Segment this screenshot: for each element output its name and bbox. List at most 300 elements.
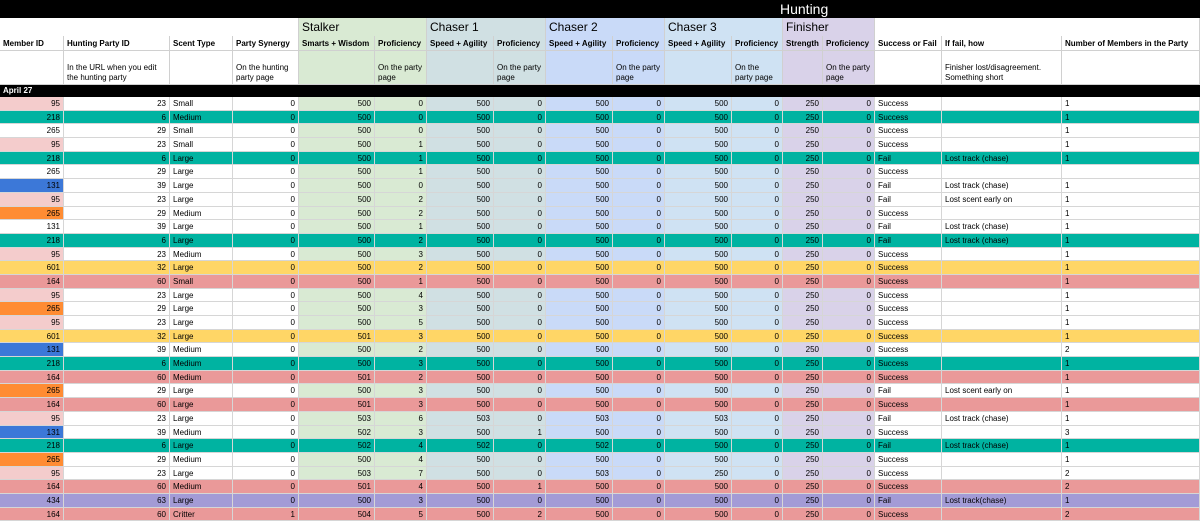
cell-p4[interactable]: 0 bbox=[732, 480, 783, 494]
cell-scent[interactable]: Large bbox=[170, 398, 233, 412]
cell-how[interactable]: Lost track (chase) bbox=[942, 179, 1062, 193]
cell-member[interactable]: 265 bbox=[0, 302, 64, 316]
cell-str[interactable]: 250 bbox=[783, 412, 823, 426]
cell-member[interactable]: 434 bbox=[0, 494, 64, 508]
cell-p2[interactable]: 0 bbox=[494, 111, 546, 125]
cell-party[interactable]: 60 bbox=[64, 480, 170, 494]
cell-p5[interactable]: 0 bbox=[823, 289, 875, 303]
cell-members[interactable]: 1 bbox=[1062, 97, 1200, 111]
cell-result[interactable]: Fail bbox=[875, 412, 942, 426]
cell-s4[interactable]: 500 bbox=[665, 343, 732, 357]
cell-how[interactable] bbox=[942, 330, 1062, 344]
cell-str[interactable]: 250 bbox=[783, 384, 823, 398]
cell-p2[interactable]: 0 bbox=[494, 398, 546, 412]
cell-party[interactable]: 60 bbox=[64, 275, 170, 289]
cell-s1[interactable]: 500 bbox=[299, 453, 375, 467]
cell-s1[interactable]: 500 bbox=[299, 165, 375, 179]
cell-s2[interactable]: 500 bbox=[427, 330, 494, 344]
cell-p2[interactable]: 0 bbox=[494, 152, 546, 166]
cell-str[interactable]: 250 bbox=[783, 357, 823, 371]
cell-synergy[interactable]: 0 bbox=[233, 480, 299, 494]
cell-p3[interactable]: 0 bbox=[613, 261, 665, 275]
cell-s2[interactable]: 500 bbox=[427, 453, 494, 467]
note-member-id[interactable] bbox=[0, 51, 64, 85]
cell-str[interactable]: 250 bbox=[783, 193, 823, 207]
cell-p5[interactable]: 0 bbox=[823, 426, 875, 440]
cell-p3[interactable]: 0 bbox=[613, 234, 665, 248]
cell-s3[interactable]: 500 bbox=[546, 165, 613, 179]
cell-p1[interactable]: 4 bbox=[375, 480, 427, 494]
cell-s4[interactable]: 500 bbox=[665, 426, 732, 440]
cell-members[interactable]: 2 bbox=[1062, 343, 1200, 357]
cell-s4[interactable]: 503 bbox=[665, 412, 732, 426]
cell-s4[interactable]: 500 bbox=[665, 357, 732, 371]
cell-scent[interactable]: Large bbox=[170, 165, 233, 179]
cell-p1[interactable]: 0 bbox=[375, 111, 427, 125]
cell-str[interactable]: 250 bbox=[783, 138, 823, 152]
cell-s4[interactable]: 500 bbox=[665, 371, 732, 385]
cell-synergy[interactable]: 0 bbox=[233, 261, 299, 275]
cell-str[interactable]: 250 bbox=[783, 152, 823, 166]
cell-scent[interactable]: Medium bbox=[170, 248, 233, 262]
cell-s3[interactable]: 500 bbox=[546, 111, 613, 125]
cell-p1[interactable]: 3 bbox=[375, 384, 427, 398]
cell-str[interactable]: 250 bbox=[783, 302, 823, 316]
cell-result[interactable]: Success bbox=[875, 261, 942, 275]
cell-scent[interactable]: Large bbox=[170, 494, 233, 508]
cell-p5[interactable]: 0 bbox=[823, 165, 875, 179]
cell-p1[interactable]: 5 bbox=[375, 508, 427, 522]
cell-p4[interactable]: 0 bbox=[732, 234, 783, 248]
group-chaser-2[interactable]: Chaser 2 bbox=[546, 18, 665, 36]
cell-s1[interactable]: 500 bbox=[299, 138, 375, 152]
note-stalker-smarts[interactable] bbox=[299, 51, 375, 85]
cell-synergy[interactable]: 0 bbox=[233, 275, 299, 289]
header-chaser3-speed[interactable]: Speed + Agility bbox=[665, 36, 732, 51]
note-chaser1-proficiency[interactable]: On the party page bbox=[494, 51, 546, 85]
group-chaser-3[interactable]: Chaser 3 bbox=[665, 18, 783, 36]
header-chaser1-speed[interactable]: Speed + Agility bbox=[427, 36, 494, 51]
cell-s3[interactable]: 500 bbox=[546, 357, 613, 371]
cell-s4[interactable]: 500 bbox=[665, 261, 732, 275]
cell-s2[interactable]: 500 bbox=[427, 480, 494, 494]
cell-p2[interactable]: 0 bbox=[494, 384, 546, 398]
cell-p3[interactable]: 0 bbox=[613, 302, 665, 316]
cell-p3[interactable]: 0 bbox=[613, 494, 665, 508]
cell-party[interactable]: 32 bbox=[64, 261, 170, 275]
cell-member[interactable]: 265 bbox=[0, 124, 64, 138]
cell-s2[interactable]: 502 bbox=[427, 439, 494, 453]
cell-members[interactable]: 1 bbox=[1062, 412, 1200, 426]
cell-p2[interactable]: 0 bbox=[494, 330, 546, 344]
cell-p2[interactable]: 0 bbox=[494, 412, 546, 426]
cell-p4[interactable]: 0 bbox=[732, 302, 783, 316]
cell-s2[interactable]: 500 bbox=[427, 302, 494, 316]
cell-scent[interactable]: Large bbox=[170, 193, 233, 207]
cell-p2[interactable]: 0 bbox=[494, 193, 546, 207]
cell-p3[interactable]: 0 bbox=[613, 439, 665, 453]
cell-scent[interactable]: Large bbox=[170, 261, 233, 275]
group-stalker[interactable]: Stalker bbox=[299, 18, 427, 36]
cell-p3[interactable]: 0 bbox=[613, 412, 665, 426]
cell-p5[interactable]: 0 bbox=[823, 97, 875, 111]
cell-s3[interactable]: 500 bbox=[546, 289, 613, 303]
cell-how[interactable] bbox=[942, 316, 1062, 330]
cell-s2[interactable]: 500 bbox=[427, 508, 494, 522]
cell-s1[interactable]: 500 bbox=[299, 357, 375, 371]
cell-s1[interactable]: 503 bbox=[299, 412, 375, 426]
cell-s1[interactable]: 500 bbox=[299, 124, 375, 138]
cell-how[interactable] bbox=[942, 289, 1062, 303]
cell-s4[interactable]: 500 bbox=[665, 494, 732, 508]
cell-how[interactable]: Lost track(chase) bbox=[942, 494, 1062, 508]
group-finisher[interactable]: Finisher bbox=[783, 18, 875, 36]
cell-p2[interactable]: 0 bbox=[494, 494, 546, 508]
header-stalker-smarts[interactable]: Smarts + Wisdom bbox=[299, 36, 375, 51]
cell-member[interactable]: 164 bbox=[0, 371, 64, 385]
cell-how[interactable] bbox=[942, 275, 1062, 289]
cell-result[interactable]: Success bbox=[875, 371, 942, 385]
cell-p3[interactable]: 0 bbox=[613, 275, 665, 289]
cell-p1[interactable]: 1 bbox=[375, 152, 427, 166]
cell-scent[interactable]: Small bbox=[170, 138, 233, 152]
cell-p5[interactable]: 0 bbox=[823, 111, 875, 125]
cell-result[interactable]: Success bbox=[875, 248, 942, 262]
cell-members[interactable]: 1 bbox=[1062, 371, 1200, 385]
cell-party[interactable]: 39 bbox=[64, 426, 170, 440]
cell-p3[interactable]: 0 bbox=[613, 508, 665, 522]
cell-p1[interactable]: 2 bbox=[375, 193, 427, 207]
cell-scent[interactable]: Large bbox=[170, 412, 233, 426]
cell-p3[interactable]: 0 bbox=[613, 138, 665, 152]
cell-how[interactable] bbox=[942, 124, 1062, 138]
cell-members[interactable]: 1 bbox=[1062, 124, 1200, 138]
cell-synergy[interactable]: 1 bbox=[233, 508, 299, 522]
cell-p1[interactable]: 3 bbox=[375, 426, 427, 440]
cell-p1[interactable]: 2 bbox=[375, 343, 427, 357]
cell-s1[interactable]: 500 bbox=[299, 220, 375, 234]
cell-how[interactable]: Lost scent early on bbox=[942, 384, 1062, 398]
cell-str[interactable]: 250 bbox=[783, 343, 823, 357]
cell-s1[interactable]: 500 bbox=[299, 111, 375, 125]
cell-s2[interactable]: 500 bbox=[427, 248, 494, 262]
cell-s4[interactable]: 500 bbox=[665, 97, 732, 111]
cell-members[interactable]: 3 bbox=[1062, 426, 1200, 440]
cell-p2[interactable]: 0 bbox=[494, 439, 546, 453]
cell-s4[interactable]: 500 bbox=[665, 316, 732, 330]
note-finisher-proficiency[interactable]: On the party page bbox=[823, 51, 875, 85]
cell-p2[interactable]: 0 bbox=[494, 371, 546, 385]
cell-s3[interactable]: 500 bbox=[546, 207, 613, 221]
cell-p2[interactable]: 0 bbox=[494, 316, 546, 330]
cell-synergy[interactable]: 0 bbox=[233, 165, 299, 179]
cell-s3[interactable]: 500 bbox=[546, 179, 613, 193]
cell-p5[interactable]: 0 bbox=[823, 316, 875, 330]
cell-members[interactable]: 2 bbox=[1062, 467, 1200, 481]
cell-result[interactable]: Success bbox=[875, 343, 942, 357]
cell-scent[interactable]: Large bbox=[170, 384, 233, 398]
cell-s4[interactable]: 500 bbox=[665, 453, 732, 467]
cell-scent[interactable]: Large bbox=[170, 179, 233, 193]
cell-p3[interactable]: 0 bbox=[613, 426, 665, 440]
cell-p5[interactable]: 0 bbox=[823, 220, 875, 234]
header-party-synergy[interactable]: Party Synergy bbox=[233, 36, 299, 51]
cell-p1[interactable]: 1 bbox=[375, 220, 427, 234]
cell-scent[interactable]: Medium bbox=[170, 207, 233, 221]
cell-p3[interactable]: 0 bbox=[613, 343, 665, 357]
cell-p1[interactable]: 3 bbox=[375, 398, 427, 412]
cell-p2[interactable]: 0 bbox=[494, 467, 546, 481]
header-stalker-proficiency[interactable]: Proficiency bbox=[375, 36, 427, 51]
cell-how[interactable]: Lost scent early on bbox=[942, 193, 1062, 207]
cell-members[interactable]: 1 bbox=[1062, 494, 1200, 508]
cell-party[interactable]: 23 bbox=[64, 97, 170, 111]
cell-p2[interactable]: 0 bbox=[494, 453, 546, 467]
cell-str[interactable]: 250 bbox=[783, 439, 823, 453]
cell-s3[interactable]: 500 bbox=[546, 220, 613, 234]
cell-party[interactable]: 60 bbox=[64, 398, 170, 412]
cell-party[interactable]: 60 bbox=[64, 508, 170, 522]
cell-s3[interactable]: 500 bbox=[546, 371, 613, 385]
cell-p1[interactable]: 3 bbox=[375, 248, 427, 262]
cell-p2[interactable]: 1 bbox=[494, 426, 546, 440]
cell-s2[interactable]: 500 bbox=[427, 426, 494, 440]
cell-members[interactable]: 1 bbox=[1062, 261, 1200, 275]
cell-members[interactable]: 1 bbox=[1062, 316, 1200, 330]
cell-members[interactable] bbox=[1062, 165, 1200, 179]
cell-p2[interactable]: 0 bbox=[494, 275, 546, 289]
cell-p5[interactable]: 0 bbox=[823, 179, 875, 193]
cell-s2[interactable]: 500 bbox=[427, 152, 494, 166]
cell-s1[interactable]: 501 bbox=[299, 330, 375, 344]
cell-p5[interactable]: 0 bbox=[823, 302, 875, 316]
group-blank-right[interactable] bbox=[875, 18, 1200, 36]
cell-s1[interactable]: 500 bbox=[299, 275, 375, 289]
cell-result[interactable]: Success bbox=[875, 357, 942, 371]
cell-p2[interactable]: 0 bbox=[494, 234, 546, 248]
cell-s1[interactable]: 501 bbox=[299, 371, 375, 385]
cell-member[interactable]: 95 bbox=[0, 412, 64, 426]
cell-p2[interactable]: 0 bbox=[494, 261, 546, 275]
cell-members[interactable]: 1 bbox=[1062, 453, 1200, 467]
cell-scent[interactable]: Large bbox=[170, 467, 233, 481]
cell-how[interactable] bbox=[942, 165, 1062, 179]
cell-party[interactable]: 6 bbox=[64, 234, 170, 248]
header-chaser2-proficiency[interactable]: Proficiency bbox=[613, 36, 665, 51]
cell-p5[interactable]: 0 bbox=[823, 480, 875, 494]
cell-s3[interactable]: 500 bbox=[546, 453, 613, 467]
cell-p3[interactable]: 0 bbox=[613, 207, 665, 221]
cell-result[interactable]: Success bbox=[875, 97, 942, 111]
cell-how[interactable] bbox=[942, 111, 1062, 125]
cell-party[interactable]: 32 bbox=[64, 330, 170, 344]
cell-synergy[interactable]: 0 bbox=[233, 439, 299, 453]
cell-scent[interactable]: Medium bbox=[170, 453, 233, 467]
cell-p1[interactable]: 2 bbox=[375, 371, 427, 385]
cell-p3[interactable]: 0 bbox=[613, 357, 665, 371]
cell-p5[interactable]: 0 bbox=[823, 412, 875, 426]
cell-str[interactable]: 250 bbox=[783, 111, 823, 125]
cell-s1[interactable]: 500 bbox=[299, 207, 375, 221]
cell-s2[interactable]: 500 bbox=[427, 234, 494, 248]
cell-result[interactable]: Success bbox=[875, 289, 942, 303]
cell-synergy[interactable]: 0 bbox=[233, 179, 299, 193]
cell-s1[interactable]: 500 bbox=[299, 302, 375, 316]
cell-str[interactable]: 250 bbox=[783, 330, 823, 344]
cell-party[interactable]: 6 bbox=[64, 111, 170, 125]
cell-members[interactable]: 1 bbox=[1062, 302, 1200, 316]
cell-result[interactable]: Success bbox=[875, 330, 942, 344]
cell-synergy[interactable]: 0 bbox=[233, 330, 299, 344]
cell-p1[interactable]: 2 bbox=[375, 234, 427, 248]
cell-members[interactable]: 1 bbox=[1062, 289, 1200, 303]
cell-s2[interactable]: 500 bbox=[427, 165, 494, 179]
cell-p3[interactable]: 0 bbox=[613, 398, 665, 412]
cell-scent[interactable]: Large bbox=[170, 289, 233, 303]
cell-synergy[interactable]: 0 bbox=[233, 124, 299, 138]
cell-member[interactable]: 131 bbox=[0, 343, 64, 357]
cell-s1[interactable]: 500 bbox=[299, 179, 375, 193]
cell-member[interactable]: 131 bbox=[0, 179, 64, 193]
cell-p5[interactable]: 0 bbox=[823, 193, 875, 207]
cell-str[interactable]: 250 bbox=[783, 220, 823, 234]
cell-s4[interactable]: 500 bbox=[665, 330, 732, 344]
cell-result[interactable]: Success bbox=[875, 508, 942, 522]
cell-p5[interactable]: 0 bbox=[823, 248, 875, 262]
cell-member[interactable]: 265 bbox=[0, 453, 64, 467]
cell-str[interactable]: 250 bbox=[783, 508, 823, 522]
cell-s4[interactable]: 500 bbox=[665, 398, 732, 412]
cell-s2[interactable]: 500 bbox=[427, 316, 494, 330]
cell-s2[interactable]: 500 bbox=[427, 289, 494, 303]
cell-s2[interactable]: 500 bbox=[427, 179, 494, 193]
cell-result[interactable]: Fail bbox=[875, 193, 942, 207]
cell-p5[interactable]: 0 bbox=[823, 343, 875, 357]
cell-p4[interactable]: 0 bbox=[732, 97, 783, 111]
cell-s2[interactable]: 500 bbox=[427, 193, 494, 207]
cell-s4[interactable]: 500 bbox=[665, 220, 732, 234]
cell-synergy[interactable]: 0 bbox=[233, 152, 299, 166]
cell-result[interactable]: Success bbox=[875, 302, 942, 316]
cell-s2[interactable]: 500 bbox=[427, 371, 494, 385]
cell-p1[interactable]: 4 bbox=[375, 289, 427, 303]
note-scent-type[interactable] bbox=[170, 51, 233, 85]
cell-member[interactable]: 95 bbox=[0, 138, 64, 152]
cell-p2[interactable]: 0 bbox=[494, 289, 546, 303]
cell-synergy[interactable]: 0 bbox=[233, 289, 299, 303]
cell-p1[interactable]: 1 bbox=[375, 138, 427, 152]
cell-p2[interactable]: 0 bbox=[494, 357, 546, 371]
cell-str[interactable]: 250 bbox=[783, 426, 823, 440]
cell-synergy[interactable]: 0 bbox=[233, 467, 299, 481]
cell-party[interactable]: 6 bbox=[64, 357, 170, 371]
cell-s4[interactable]: 500 bbox=[665, 275, 732, 289]
cell-p1[interactable]: 7 bbox=[375, 467, 427, 481]
cell-how[interactable]: Lost track (chase) bbox=[942, 412, 1062, 426]
cell-p5[interactable]: 0 bbox=[823, 439, 875, 453]
cell-party[interactable]: 23 bbox=[64, 467, 170, 481]
cell-str[interactable]: 250 bbox=[783, 179, 823, 193]
cell-s2[interactable]: 500 bbox=[427, 138, 494, 152]
cell-p3[interactable]: 0 bbox=[613, 289, 665, 303]
cell-result[interactable]: Success bbox=[875, 480, 942, 494]
cell-member[interactable]: 131 bbox=[0, 220, 64, 234]
cell-s4[interactable]: 500 bbox=[665, 248, 732, 262]
cell-s1[interactable]: 500 bbox=[299, 261, 375, 275]
cell-p1[interactable]: 6 bbox=[375, 412, 427, 426]
cell-member[interactable]: 601 bbox=[0, 330, 64, 344]
cell-how[interactable] bbox=[942, 261, 1062, 275]
cell-s2[interactable]: 503 bbox=[427, 412, 494, 426]
cell-member[interactable]: 601 bbox=[0, 261, 64, 275]
cell-how[interactable] bbox=[942, 480, 1062, 494]
cell-p1[interactable]: 3 bbox=[375, 302, 427, 316]
cell-scent[interactable]: Medium bbox=[170, 480, 233, 494]
cell-s4[interactable]: 500 bbox=[665, 152, 732, 166]
cell-p5[interactable]: 0 bbox=[823, 453, 875, 467]
cell-s4[interactable]: 500 bbox=[665, 302, 732, 316]
cell-members[interactable]: 1 bbox=[1062, 398, 1200, 412]
cell-scent[interactable]: Large bbox=[170, 316, 233, 330]
cell-member[interactable]: 95 bbox=[0, 248, 64, 262]
cell-p5[interactable]: 0 bbox=[823, 467, 875, 481]
note-chaser3-proficiency[interactable]: On the party page bbox=[732, 51, 783, 85]
cell-how[interactable] bbox=[942, 453, 1062, 467]
cell-member[interactable]: 218 bbox=[0, 111, 64, 125]
cell-p4[interactable]: 0 bbox=[732, 165, 783, 179]
cell-s1[interactable]: 501 bbox=[299, 398, 375, 412]
cell-party[interactable]: 23 bbox=[64, 412, 170, 426]
cell-p3[interactable]: 0 bbox=[613, 165, 665, 179]
cell-p2[interactable]: 0 bbox=[494, 343, 546, 357]
cell-p5[interactable]: 0 bbox=[823, 138, 875, 152]
cell-how[interactable]: Lost track (chase) bbox=[942, 439, 1062, 453]
cell-party[interactable]: 23 bbox=[64, 248, 170, 262]
cell-how[interactable] bbox=[942, 426, 1062, 440]
cell-party[interactable]: 39 bbox=[64, 220, 170, 234]
cell-s3[interactable]: 500 bbox=[546, 398, 613, 412]
cell-p4[interactable]: 0 bbox=[732, 439, 783, 453]
cell-s2[interactable]: 500 bbox=[427, 111, 494, 125]
cell-p4[interactable]: 0 bbox=[732, 426, 783, 440]
cell-s4[interactable]: 500 bbox=[665, 289, 732, 303]
cell-s4[interactable]: 500 bbox=[665, 138, 732, 152]
cell-how[interactable] bbox=[942, 371, 1062, 385]
cell-s3[interactable]: 500 bbox=[546, 261, 613, 275]
cell-p1[interactable]: 4 bbox=[375, 453, 427, 467]
cell-synergy[interactable]: 0 bbox=[233, 384, 299, 398]
cell-how[interactable] bbox=[942, 508, 1062, 522]
cell-p3[interactable]: 0 bbox=[613, 480, 665, 494]
cell-scent[interactable]: Large bbox=[170, 152, 233, 166]
cell-s3[interactable]: 503 bbox=[546, 412, 613, 426]
cell-party[interactable]: 29 bbox=[64, 165, 170, 179]
cell-s4[interactable]: 500 bbox=[665, 384, 732, 398]
cell-member[interactable]: 218 bbox=[0, 439, 64, 453]
cell-members[interactable]: 1 bbox=[1062, 193, 1200, 207]
cell-result[interactable]: Success bbox=[875, 165, 942, 179]
cell-party[interactable]: 60 bbox=[64, 371, 170, 385]
cell-p3[interactable]: 0 bbox=[613, 384, 665, 398]
cell-p4[interactable]: 0 bbox=[732, 343, 783, 357]
header-chaser3-proficiency[interactable]: Proficiency bbox=[732, 36, 783, 51]
cell-p3[interactable]: 0 bbox=[613, 453, 665, 467]
cell-s3[interactable]: 500 bbox=[546, 234, 613, 248]
cell-p3[interactable]: 0 bbox=[613, 152, 665, 166]
cell-p3[interactable]: 0 bbox=[613, 371, 665, 385]
cell-s2[interactable]: 500 bbox=[427, 97, 494, 111]
cell-p3[interactable]: 0 bbox=[613, 316, 665, 330]
